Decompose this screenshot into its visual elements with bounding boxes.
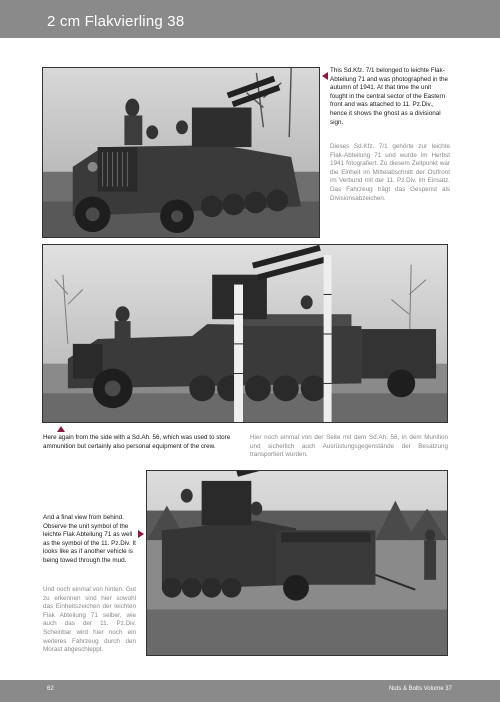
caption-bottom-german: Und noch einmal von hinten. Gut zu erkennen sind hier sowohl das Einheitszeichen der leichten Flak Abteilung 71 selber, wie auch das der 11. Pz.Div. Scheinbar wird hier noch ein weiteres Fahrzeug durch den Morast abgeschleppt. [43,586,136,654]
caption-bottom-english: And a final view from behind. Observe the unit symbol of the leichte Flak Abteilung 71 as well as the symbol of the 11. Pz.Div. It looks like as if another vehicle is being towed through the mud. [43,514,136,564]
caption-arrow-top-icon [322,72,328,80]
caption-middle-english: Here again from the side with a Sd.Ah. 56, which was used to store ammunition but certainly also personal equipment of the crew. [43,434,231,450]
page-number: 62 [47,686,54,692]
photo-middle [42,244,448,423]
caption-top-german: Dieses Sd.Kfz. 7/1 gehörte zur leichte Flak-Abteilung 71 und wurde im Herbst 1941 fotografiert. Zu diesem Zeitpunkt war die Einheit im Mittelabschnitt der Ostfront im Verbund mit der 11. Pz.Div. im Einsatz. Das Fahrzeug trägt das Gespenst als Divisionsabzeichen. [330,143,450,202]
footer-band [0,680,500,702]
photo-bottom [146,470,448,656]
caption-arrow-bottom-icon [138,530,144,538]
header-band [0,0,500,38]
caption-arrow-middle-icon [57,426,65,432]
caption-top-english: This Sd.Kfz. 7/1 belonged to leichte Flak-Abteilung 71 and was photographed in the autumn of 1941. At that time the unit fought in the central sector of the Eastern front and was attached to 11. Pz.Div., hence it shows the ghost as a divisional sign. [330,67,448,126]
photo-top [42,67,320,238]
page-title: 2 cm Flakvierling 38 [47,13,185,30]
caption-middle-german: Hier noch einmal von der Seite mit dem Sd.Ah. 56, in dem Munition und sicherlich auch Ausrüstungsgegenstände der Besatzung transportiert wurden. [250,434,448,459]
series-title: Nuts & Bolts Volume 37 [388,686,452,692]
